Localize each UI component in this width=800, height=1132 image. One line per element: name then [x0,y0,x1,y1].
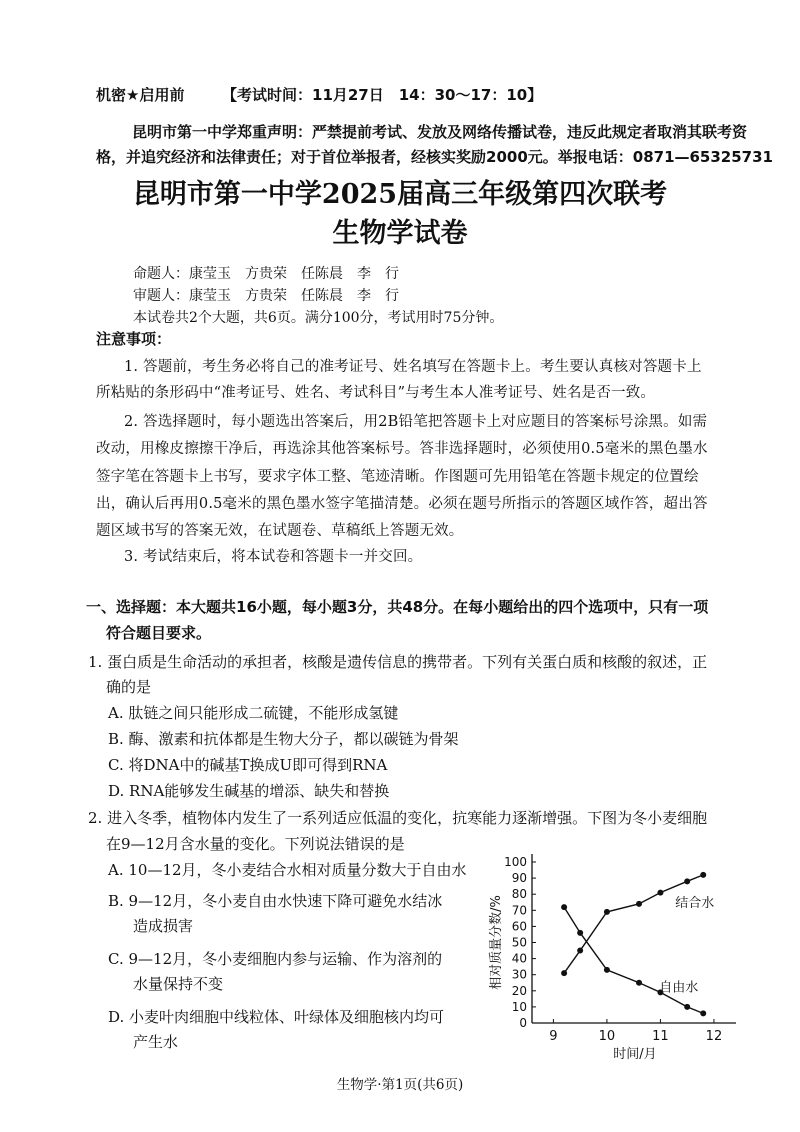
q2-option-d-cont: 产生水 [133,1033,179,1051]
q1-option-d: D. RNA能够发生碱基的增添、缺失和替换 [108,782,390,800]
data-point [684,878,690,884]
data-point [561,904,567,910]
y-tick-label: 60 [511,919,527,934]
data-point [636,901,642,907]
exam-title: 昆明市第一中学2025届高三年级第四次联考 [132,179,668,210]
q2-stem-cont: 在9—12月含水量的变化。下列说法错误的是 [106,835,405,853]
data-point [561,970,567,976]
note-line: 出，确认后再用0.5毫米的黑色墨水签字笔描清楚。必须在题号所指示的答题区域作答，超出答 [96,496,708,512]
y-tick-label: 90 [511,871,527,886]
data-point [604,967,610,973]
q2-stem: 2. 进入冬季，植物体内发生了一系列适应低温的变化，抗寒能力逐渐增强。下图为冬小麦细胞 [88,809,708,827]
note-line: 3. 考试结束后，将本试卷和答题卡一并交回。 [124,549,423,565]
q1-stem: 1. 蛋白质是生命活动的承担者，核酸是遗传信息的携带者。下列有关蛋白质和核酸的叙述，正 [88,653,708,671]
section-heading: 一、选择题：本大题共16小题，每小题3分，共48分。在每小题给出的四个选项中，只有一项 [86,598,709,616]
data-point [577,948,583,954]
x-axis-label: 时间/月 [613,1047,657,1062]
exam-time: 【考试时间：11月27日 14：30～17：10】 [222,86,543,104]
q2-option-c-cont: 水量保持不变 [133,975,224,993]
q2-option-b: B. 9—12月，冬小麦自由水快速下降可避免水结冰 [108,892,443,910]
series-line [564,875,703,973]
q1-option-c: C. 将DNA中的碱基T换成U即可得到RNA [108,756,388,774]
q2-option-b-cont: 造成损害 [133,917,194,935]
y-tick-label: 20 [511,983,527,998]
reviewers: 审题人：康莹玉 方贵荣 任陈晨 李 行 [133,288,399,304]
y-tick-label: 80 [511,887,527,902]
note-line: 改动，用橡皮擦擦干净后，再选涂其他答案标号。答非选择题时，必须使用0.5毫米的黑色墨水 [96,441,708,457]
y-tick-label: 50 [511,935,527,950]
q1-option-a: A. 肽链之间只能形成二硫键，不能形成氢键 [108,704,399,722]
data-point [577,930,583,936]
x-tick-label: 11 [652,1029,669,1044]
data-point [700,872,706,878]
y-tick-label: 30 [511,967,527,982]
data-point [636,980,642,986]
data-point [604,909,610,915]
x-tick-label: 12 [705,1029,723,1044]
section-heading-cont: 符合题目要求。 [106,624,212,642]
y-tick-label: 0 [519,1016,527,1030]
q2-option-a: A. 10—12月，冬小麦结合水相对质量分数大于自由水 [108,861,467,879]
data-point [700,1010,706,1016]
page-footer: 生物学·第1页(共6页) [336,1077,464,1093]
y-tick-label: 100 [504,855,527,869]
exam-subtitle: 生物学试卷 [332,218,468,249]
q1-stem-cont: 确的是 [106,678,152,696]
y-tick-label: 10 [511,999,527,1014]
note-line: 1. 答题前，考生务必将自己的准考证号、姓名填写在答题卡上。考生要认真核对答题卡上 [124,359,702,375]
notes-heading: 注意事项： [96,330,172,348]
exam-info: 本试卷共2个大题，共6页。满分100分，考试用时75分钟。 [133,310,504,326]
series-label: 自由水 [659,980,699,996]
q2-option-d: D. 小麦叶肉细胞中线粒体、叶绿体及细胞核内均可 [108,1008,445,1026]
x-tick-label: 9 [549,1029,558,1044]
y-tick-label: 40 [511,951,527,966]
notice-line-1: 昆明市第一中学郑重声明：严禁提前考试、发放及网络传播试卷，违反此规定者取消其联考资 [132,123,748,141]
q2-option-c: C. 9—12月，冬小麦细胞内参与运输、作为溶剂的 [108,950,443,968]
y-tick-label: 70 [511,903,527,918]
note-line: 所粘贴的条形码中“准考证号、姓名、考试科目”与考生本人准考证号、姓名是否一致。 [96,385,656,401]
series-label: 结合水 [675,895,715,911]
note-line: 题区域书写的答案无效，在试题卷、草稿纸上答题无效。 [96,523,464,539]
note-line: 签字笔在答题卡上书写，要求字体工整、笔迹清晰。作图题可先用铅笔在答题卡规定的位置绘 [96,469,699,485]
note-line: 2. 答选择题时，每小题选出答案后，用2B铅笔把答题卡上对应题目的答案标号涂黑。如需 [124,414,708,430]
series-line [564,907,703,1013]
y-axis-label: 相对质量分数/% [489,895,504,990]
data-point [684,1004,690,1010]
q1-option-b: B. 酶、激素和抗体都是生物大分子，都以碳链为骨架 [108,730,459,748]
water-content-chart [482,846,764,1066]
notice-line-2: 格，并追究经济和法律责任；对于首位举报者，经核实奖励2000元。举报电话：0871—65325731 [96,148,773,166]
x-tick-label: 10 [598,1029,616,1044]
data-point [657,890,663,896]
confidential-label: 机密★启用前 [96,86,185,104]
setters: 命题人：康莹玉 方贵荣 任陈晨 李 行 [133,266,399,282]
